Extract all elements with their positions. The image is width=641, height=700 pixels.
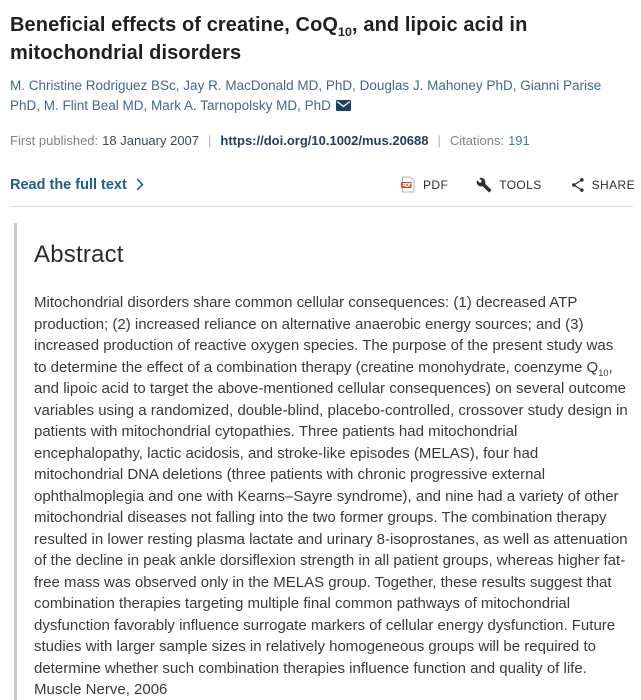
read-full-text-label: Read the full text [10,176,127,193]
tools-button[interactable] [476,177,541,193]
publication-meta [10,133,635,148]
wrench-icon [476,177,492,193]
share-icon [570,177,585,193]
pdf-label: PDF [422,177,449,192]
title-subscript: 10 [338,25,353,39]
meta-separator: | [437,133,441,148]
read-full-text-link[interactable] [10,177,144,193]
share-button[interactable] [570,177,635,193]
first-published-label: First published: [10,133,99,148]
share-label: SHARE [591,177,635,192]
citations-count-link[interactable]: 191 [508,133,530,148]
citations-label: Citations: [449,133,505,148]
abstract-section [14,223,635,700]
title-text-1: Beneficial effects of creatine, CoQ [10,14,339,36]
pdf-file-icon [400,176,416,193]
abstract-heading: Abstract [34,241,124,268]
first-published-date: 18 January 2007 [102,133,200,148]
envelope-icon[interactable] [336,100,351,111]
abstract-subscript: 10 [598,367,609,378]
header-divider [10,206,633,207]
author-list[interactable] [10,76,630,116]
title-text-2: , and lipoic acid in mitochondrial disorders [10,14,528,64]
article-title [10,11,618,67]
abstract-text-1: Mitochondrial disorders share common cellular consequences: (1) decreased ATP production; (2) increased reliance on alternative anaerobic energy sources; and (3) increased production of reactive oxygen species. The purpose of the present study was to determine the effect of a combination therapy (creatine monohydrate, coenzyme Q [34,294,614,376]
pdf-button[interactable] [400,176,448,193]
abstract-text-2: , and lipoic acid to target the above-mentioned cellular consequences) on several outcome variables using a randomized, double-blind, placebo-controlled, crossover study design in patients with mitochondrial cytopathies. Three patients had mitochondrial encephalopathy, lactic acidosis, and stroke-like episodes (MELAS), four had mitochondrial DNA deletions (three patients with chronic progressive external ophthalmoplegia and one with Kearns–Sayre syndrome), and nine had a variety of other mitochondrial diseases not falling into the two former groups. The combination therapy resulted in lower resting plasma lactate and urinary 8-isoprostanes, as well as attenuation of the decline in peak ankle dorsiflexion strength in all patient groups, whereas higher fat-free mass was observed only in the MELAS group. Together, these results suggest that combination therapies targeting multiple final common pathways of mitochondrial dysfunction favorably influence surrogate markers of cellular energy dysfunction. Future studies with larger sample sizes in relatively homogeneous groups will be required to determine whether such combination therapies influence function and quality of life. [34,358,628,677]
journal-citation: Muscle Nerve, 2006 [34,681,168,698]
doi-link[interactable]: https://doi.org/10.1002/mus.20688 [220,133,429,148]
abstract-text [34,292,629,679]
actions-row [10,176,635,193]
meta-separator: | [208,133,212,148]
author-names[interactable]: M. Christine Rodriguez BSc, Jay R. MacDonald MD, PhD, Douglas J. Mahoney PhD, Gianni Parise PhD, M. Flint Beal MD, Mark A. Tarnopolsky MD, PhD [10,78,602,113]
tools-label: TOOLS [499,177,542,192]
tool-buttons [400,176,635,193]
chevron-right-icon [136,178,144,191]
